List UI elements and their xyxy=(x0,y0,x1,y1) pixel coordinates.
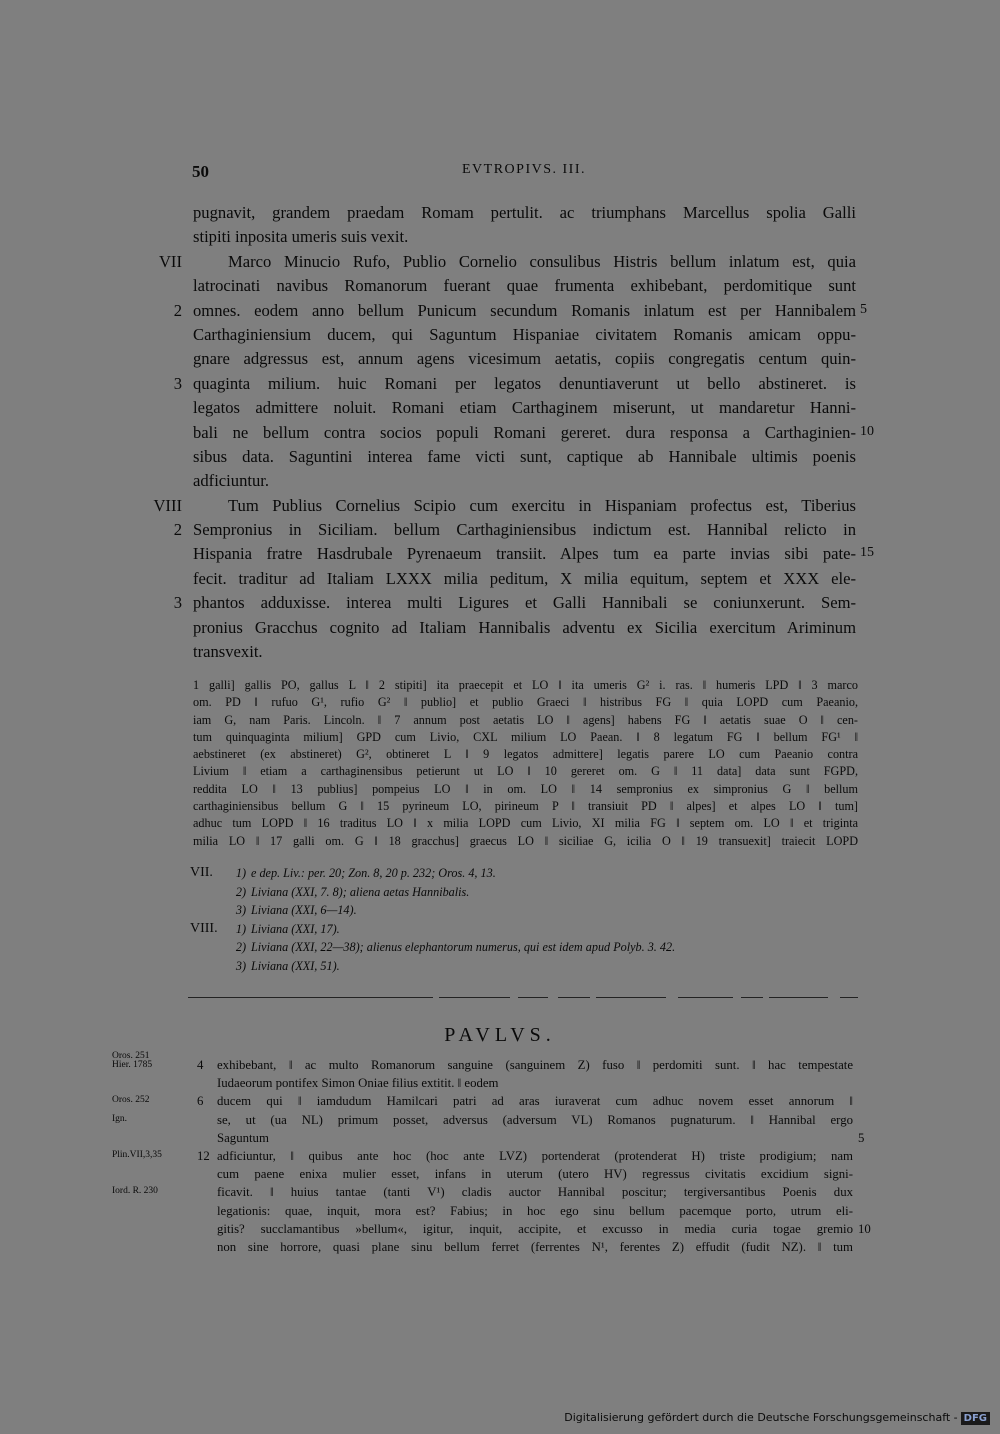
apparatus-line: reddita LO ‖ 13 publius] pompeius LO ‖ in om. LO ‖ 14 sempronius ex simpronius G ‖ bellum xyxy=(193,781,858,796)
line-number: 10 xyxy=(858,1221,871,1236)
commentary-text: ducem qui ‖ iamdudum Hamilcari patri ad aras iuraverat cum adhuc novem esset annorum ‖ xyxy=(217,1094,853,1109)
commentary-text: Iudaeorum pontifex Simon Oniae filius extitit. ‖ eodem xyxy=(217,1076,499,1091)
apparatus-line: milia LO ‖ 17 galli om. G ‖ 18 gracchus] graecus LO ‖ siciliae G, icilia O ‖ 19 transuexit] traiecit LOPD xyxy=(193,833,858,848)
line-number: 10 xyxy=(860,423,874,439)
apparatus-line: aebstineret (ex abstineret) G², obtineret L ‖ 9 legatos admittere] legatis parere LO cum Paeanio contra xyxy=(193,747,858,762)
line-reference: 4 xyxy=(197,1058,204,1072)
commentary-text: se, ut (ua NL) primum posset, adversus (adversum VL) Romanos pugnaturum. ‖ Hannibal ergo xyxy=(217,1112,853,1127)
source-note xyxy=(190,940,860,959)
commentary-line xyxy=(0,1094,1000,1112)
source-reference: Ign. xyxy=(112,1113,128,1124)
apparatus-line: Livium ‖ etiam a carthaginensibus petierunt ut LO ‖ 10 gereret om. G ‖ 11 data] data sunt FGPD, xyxy=(193,764,858,779)
commentary-text: non sine horrore, quasi plane sinu bellum ferret (ferrentes N¹, ferentes Z) effudit (fudit NZ). ‖ tum xyxy=(217,1239,853,1254)
line-reference: 12 xyxy=(197,1148,210,1163)
source-note xyxy=(190,885,860,904)
text-line xyxy=(0,398,1000,422)
line-text: phantos adduxisse. interea multi Ligures et Galli Hannibali se coniunxerunt. Sem- xyxy=(193,593,856,613)
line-text: stipiti inposita umeris suis vexit. xyxy=(193,227,409,247)
commentary-line xyxy=(0,1222,1000,1240)
apparatus-line: 1 galli] gallis PO, gallus L ‖ 2 stipiti] ita praecepit et LO ‖ ita umeris G² i. ras. ‖ humeris LPD ‖ 3 marco xyxy=(193,678,858,692)
source-reference: Iord. R. 230 xyxy=(112,1186,158,1197)
source-notes xyxy=(190,866,860,977)
text-line xyxy=(0,301,1000,325)
commentary-line xyxy=(0,1204,1000,1222)
line-text: gnare adgressus est, annum agens vicesimum aetatis, copiis congregatis centum quin- xyxy=(193,349,856,369)
line-text: sibus data. Saguntini interea fame victi sunt, captique ab Hannibale ultimis poenis xyxy=(193,446,856,466)
dfg-logo-icon: DFG xyxy=(961,1412,990,1425)
line-text: transvexit. xyxy=(193,642,263,662)
note-number: 3) xyxy=(235,958,246,973)
commentary-text: gitis? succlamantibus »bellum«, igitur, inquit, accipite, et excusso in media curia togae gremio xyxy=(217,1221,853,1236)
commentary-line xyxy=(0,1240,1000,1258)
paulus-commentary xyxy=(0,1051,1000,1258)
critical-apparatus xyxy=(193,678,858,851)
line-text: Hispania fratre Hasdrubale Pyrenaeum transiit. Alpes tum ea parte invias sibi pate- xyxy=(193,544,856,564)
line-text: Carthaginiensium ducem, qui Saguntum Hispaniae civitatem Romanis amicam oppu- xyxy=(193,324,856,344)
text-line xyxy=(0,423,1000,447)
chapter-marker: VIII xyxy=(153,495,182,515)
line-number: 5 xyxy=(858,1130,865,1145)
source-note xyxy=(190,922,860,941)
chapter-marker: 2 xyxy=(173,300,182,320)
line-text: quaginta milium. huic Romani per legatos denuntiaverunt ut bello abstineret. is xyxy=(193,373,856,393)
line-text: bali ne bellum contra socios populi Romani gereret. dura responsa a Carthaginien- xyxy=(193,422,856,442)
note-number: 3) xyxy=(235,903,246,917)
chapter-marker: VII xyxy=(158,251,182,271)
commentary-text: Saguntum xyxy=(217,1130,269,1145)
line-text: fecit. traditur ad Italiam LXXX milia peditum, X milia equitum, septem et XXX ele- xyxy=(193,568,856,588)
commentary-line xyxy=(0,1113,1000,1131)
text-line xyxy=(0,569,1000,593)
text-line xyxy=(0,325,1000,349)
text-line xyxy=(0,471,1000,495)
commentary-line xyxy=(0,1131,1000,1149)
note-text: e dep. Liv.: per. 20; Zon. 8, 20 p. 232; Oros. 4, 13. xyxy=(251,866,496,880)
line-text: Tum Publius Cornelius Scipio cum exercitu in Hispaniam profectus est, Tiberius xyxy=(228,495,856,515)
line-text: Marco Minucio Rufo, Publio Cornelio consulibus Histris bellum inlatum est, quia xyxy=(228,251,856,271)
text-line xyxy=(0,276,1000,300)
line-reference: 6 xyxy=(197,1094,204,1109)
commentary-line xyxy=(0,1051,1000,1076)
commentary-text: cum paene enixa mulier esset, infans in uterum (utero HV) regressus civitatis excidium signi- xyxy=(217,1167,853,1182)
line-text: adficiuntur. xyxy=(193,471,270,491)
chapter-marker: 3 xyxy=(173,593,182,613)
commentary-line xyxy=(0,1076,1000,1094)
line-text: legatos admittere noluit. Romani etiam Carthaginem miserunt, ut mandaretur Hanni- xyxy=(193,398,856,418)
note-text: Liviana (XXI, 7. 8); aliena aetas Hannibalis. xyxy=(251,884,470,899)
note-number: 1) xyxy=(235,921,246,936)
note-number: 1) xyxy=(235,866,246,880)
note-text: Liviana (XXI, 17). xyxy=(251,921,340,936)
line-text: Sempronius in Siciliam. bellum Carthaginiensibus indictum est. Hannibal relicto in xyxy=(193,520,856,540)
chapter-marker: 3 xyxy=(173,373,182,393)
apparatus-line: carthaginiensibus bellum G ‖ 15 pyrineum LO, pirineum P ‖ transiuit PD ‖ alpes] et alpes LO ‖ tum] xyxy=(193,799,858,814)
note-text: Liviana (XXI, 51). xyxy=(251,958,340,973)
chapter-marker: 2 xyxy=(173,520,182,540)
main-text xyxy=(0,203,1000,666)
page-header xyxy=(192,162,856,186)
section-divider xyxy=(188,997,858,999)
line-text: pronius Gracchus cognito ad Italiam Hannibalis adventu ex Sicilia exercitum Ariminum xyxy=(193,617,856,637)
text-line xyxy=(0,349,1000,373)
running-title: EVTROPIVS. III. xyxy=(462,162,586,177)
chapter-label: VII. xyxy=(190,865,213,880)
commentary-text: adficiuntur, ‖ quibus ante hoc (hoc ante LVZ) portenderat (protenderat H) triste prodigium; nam xyxy=(217,1148,853,1163)
text-line xyxy=(0,203,1000,227)
note-text: Liviana (XXI, 6—14). xyxy=(251,903,357,917)
note-number: 2) xyxy=(235,940,246,954)
text-line xyxy=(0,593,1000,617)
footer-text: Digitalisierung gefördert durch die Deutsche Forschungsgemeinschaft - xyxy=(564,1411,958,1424)
commentary-text: ficavit. ‖ huius tantae (tanti V¹) cladis auctor Hannibal poscitur; tergiversantibus Poenis dux xyxy=(217,1185,853,1200)
source-reference: Oros. 252 xyxy=(112,1095,150,1106)
commentary-line xyxy=(0,1149,1000,1167)
text-line xyxy=(0,642,1000,666)
commentary-text: legationis: quae, inquit, mora est? Fabius; in hoc ego sinu bellum pacemque porto, utrum eli- xyxy=(217,1203,853,1218)
commentary-line xyxy=(0,1185,1000,1203)
line-number: 5 xyxy=(860,301,867,317)
apparatus-line: tum quinquaginta milium] GPD cum Livio, CXL milium LO Paean. ‖ 8 legatum FG ‖ bellum FG¹ ‖ xyxy=(193,729,858,744)
note-number: 2) xyxy=(235,884,246,899)
source-reference: Oros. 251 Hier. 1785 xyxy=(112,1051,153,1070)
source-reference: Plin.VII,3,35 xyxy=(112,1149,162,1160)
text-line xyxy=(0,496,1000,520)
line-number: 15 xyxy=(860,545,874,561)
line-text: pugnavit, grandem praedam Romam pertulit. ac triumphans Marcellus spolia Galli xyxy=(193,203,856,222)
text-line xyxy=(0,544,1000,568)
note-text: Liviana (XXI, 22—38); alienus elephantorum numerus, qui est idem apud Polyb. 3. 42. xyxy=(251,940,676,954)
source-note xyxy=(190,866,860,885)
text-line xyxy=(0,520,1000,544)
commentary-line xyxy=(0,1167,1000,1185)
text-line xyxy=(0,447,1000,471)
line-text: omnes. eodem anno bellum Punicum secundum Romanis inlatum est per Hannibalem xyxy=(193,300,856,320)
source-note xyxy=(190,903,860,922)
page-number: 50 xyxy=(192,162,209,181)
text-line xyxy=(0,252,1000,276)
chapter-label: VIII. xyxy=(190,920,218,936)
funding-footer xyxy=(564,1411,990,1425)
apparatus-line: adhuc tum LOPD ‖ 16 traditus LO ‖ x milia LOPD cum Livio, XI milia FG ‖ septem om. LO ‖ et triginta xyxy=(193,816,858,831)
text-line xyxy=(0,374,1000,398)
text-line xyxy=(0,227,1000,251)
text-line xyxy=(0,618,1000,642)
source-note xyxy=(190,959,860,978)
apparatus-line: iam G, nam Paris. Lincoln. ‖ 7 annum post aetatis LO ‖ agens] habens FG ‖ aetatis suae O ‖ cen- xyxy=(193,712,858,727)
commentary-text: exhibebant, ‖ ac multo Romanorum sanguine (sanguinem Z) fuso ‖ perdomiti sunt. ‖ hac tempestate xyxy=(217,1058,853,1072)
line-text: latrocinati navibus Romanorum fuerant quae frumenta exhibebant, perdomitique sunt xyxy=(193,276,856,296)
apparatus-line: om. PD ‖ rufuo G¹, rufio G² ‖ publio] et publio Graeci ‖ histribus FG ‖ quia LOPD cum Paeanio, xyxy=(193,695,858,710)
paulus-section-title: PAVLVS. xyxy=(444,1024,556,1046)
